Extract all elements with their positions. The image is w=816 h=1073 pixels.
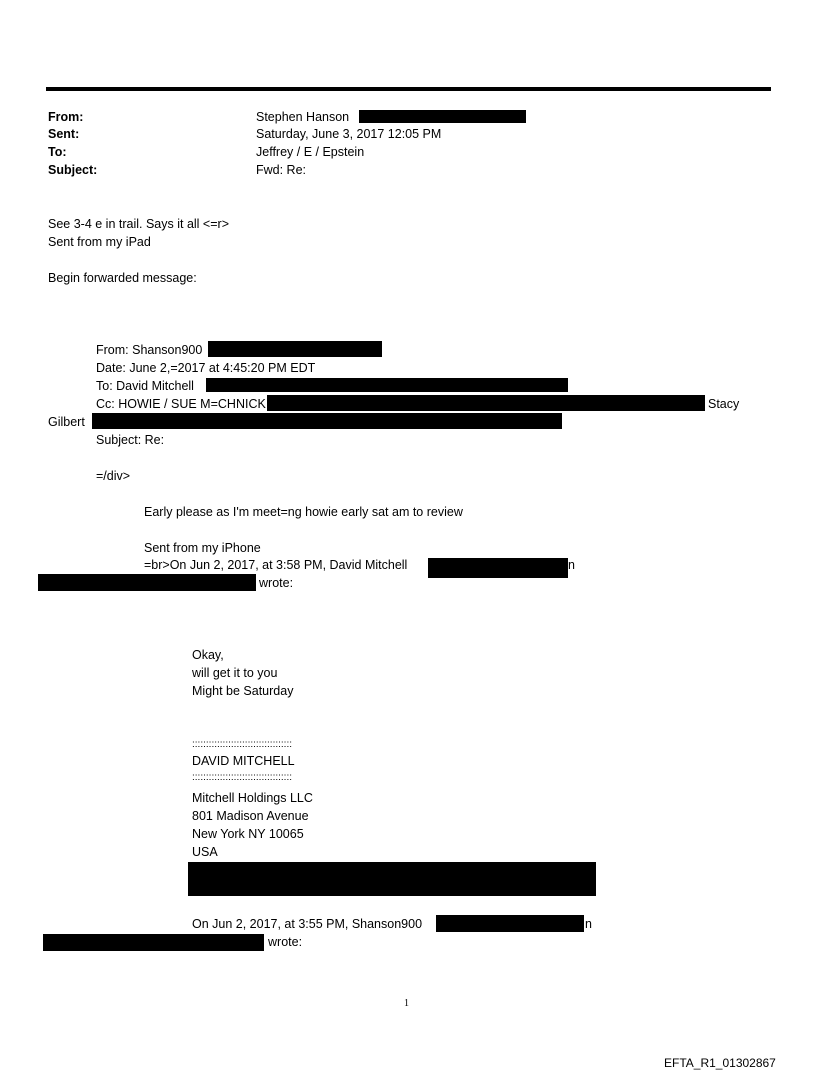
sent-value: Saturday, June 3, 2017 12:05 PM bbox=[256, 127, 442, 141]
fwd-cc-wrap: Gilbert bbox=[48, 415, 85, 429]
fwd-to: To: David Mitchell bbox=[96, 379, 194, 393]
fwd-from: From: Shanson900 bbox=[96, 343, 203, 357]
reply3-line-2: wrote: bbox=[268, 935, 303, 949]
document-id: EFTA_R1_01302867 bbox=[664, 1056, 776, 1070]
fwd-cc: Cc: HOWIE / SUE M=CHNICK bbox=[96, 397, 266, 411]
body-line-3: Begin forwarded message: bbox=[48, 271, 197, 285]
fwd-date: Date: June 2,=2017 at 4:45:20 PM EDT bbox=[96, 361, 316, 375]
to-label: To: bbox=[48, 145, 67, 159]
redaction-fwd-to bbox=[206, 378, 568, 392]
subject-label: Subject: bbox=[48, 163, 98, 177]
redaction-reply3-wrap bbox=[43, 934, 264, 951]
signature-city: New York NY 10065 bbox=[192, 827, 304, 841]
reply1-line-3-tail: n bbox=[568, 558, 575, 572]
fwd-cc-tail: Stacy bbox=[708, 397, 740, 411]
signature-dots-bottom: :::::::::::::::::::::::::::::::::::: bbox=[192, 772, 293, 783]
page-number: 1 bbox=[404, 998, 409, 1009]
from-label: From: bbox=[48, 110, 84, 124]
reply1-line-2: Sent from my iPhone bbox=[144, 541, 261, 555]
body-line-1: See 3-4 e in trail. Says it all <=r> bbox=[48, 217, 229, 231]
reply3-line-1-tail: n bbox=[585, 917, 592, 931]
signature-company: Mitchell Holdings LLC bbox=[192, 791, 313, 805]
redaction-fwd-from bbox=[208, 341, 382, 357]
redaction-reply1-wrap bbox=[38, 574, 256, 591]
redaction-fwd-cc bbox=[267, 395, 705, 411]
signature-name: DAVID MITCHELL bbox=[192, 754, 295, 768]
reply1-line-4: wrote: bbox=[259, 576, 294, 590]
signature-country: USA bbox=[192, 845, 218, 859]
redaction-reply1-email bbox=[428, 558, 568, 578]
reply2-line-1: Okay, bbox=[192, 648, 224, 662]
fwd-subject: Subject: Re: bbox=[96, 433, 165, 447]
redaction-from-email bbox=[359, 110, 526, 123]
reply1-line-1: Early please as I'm meet=ng howie early sat am to review bbox=[144, 505, 463, 519]
reply3-line-1: On Jun 2, 2017, at 3:55 PM, Shanson900 bbox=[192, 917, 423, 931]
signature-street: 801 Madison Avenue bbox=[192, 809, 309, 823]
signature-dots-top: :::::::::::::::::::::::::::::::::::: bbox=[192, 739, 293, 750]
redaction-reply3-email bbox=[436, 915, 584, 932]
reply2-line-2: will get it to you bbox=[192, 666, 278, 680]
body-line-2: Sent from my iPad bbox=[48, 235, 151, 249]
from-value: Stephen Hanson bbox=[256, 110, 350, 124]
subject-value: Fwd: Re: bbox=[256, 163, 307, 177]
to-value: Jeffrey / E / Epstein bbox=[256, 145, 365, 159]
reply1-line-3: =br>On Jun 2, 2017, at 3:58 PM, David Mitchell bbox=[144, 558, 408, 572]
header-rule bbox=[46, 87, 771, 91]
redaction-fwd-cc-wrap bbox=[92, 413, 562, 429]
sent-label: Sent: bbox=[48, 127, 80, 141]
redaction-signature-contact bbox=[188, 862, 596, 896]
fwd-div: =/div> bbox=[96, 469, 131, 483]
reply2-line-3: Might be Saturday bbox=[192, 684, 294, 698]
